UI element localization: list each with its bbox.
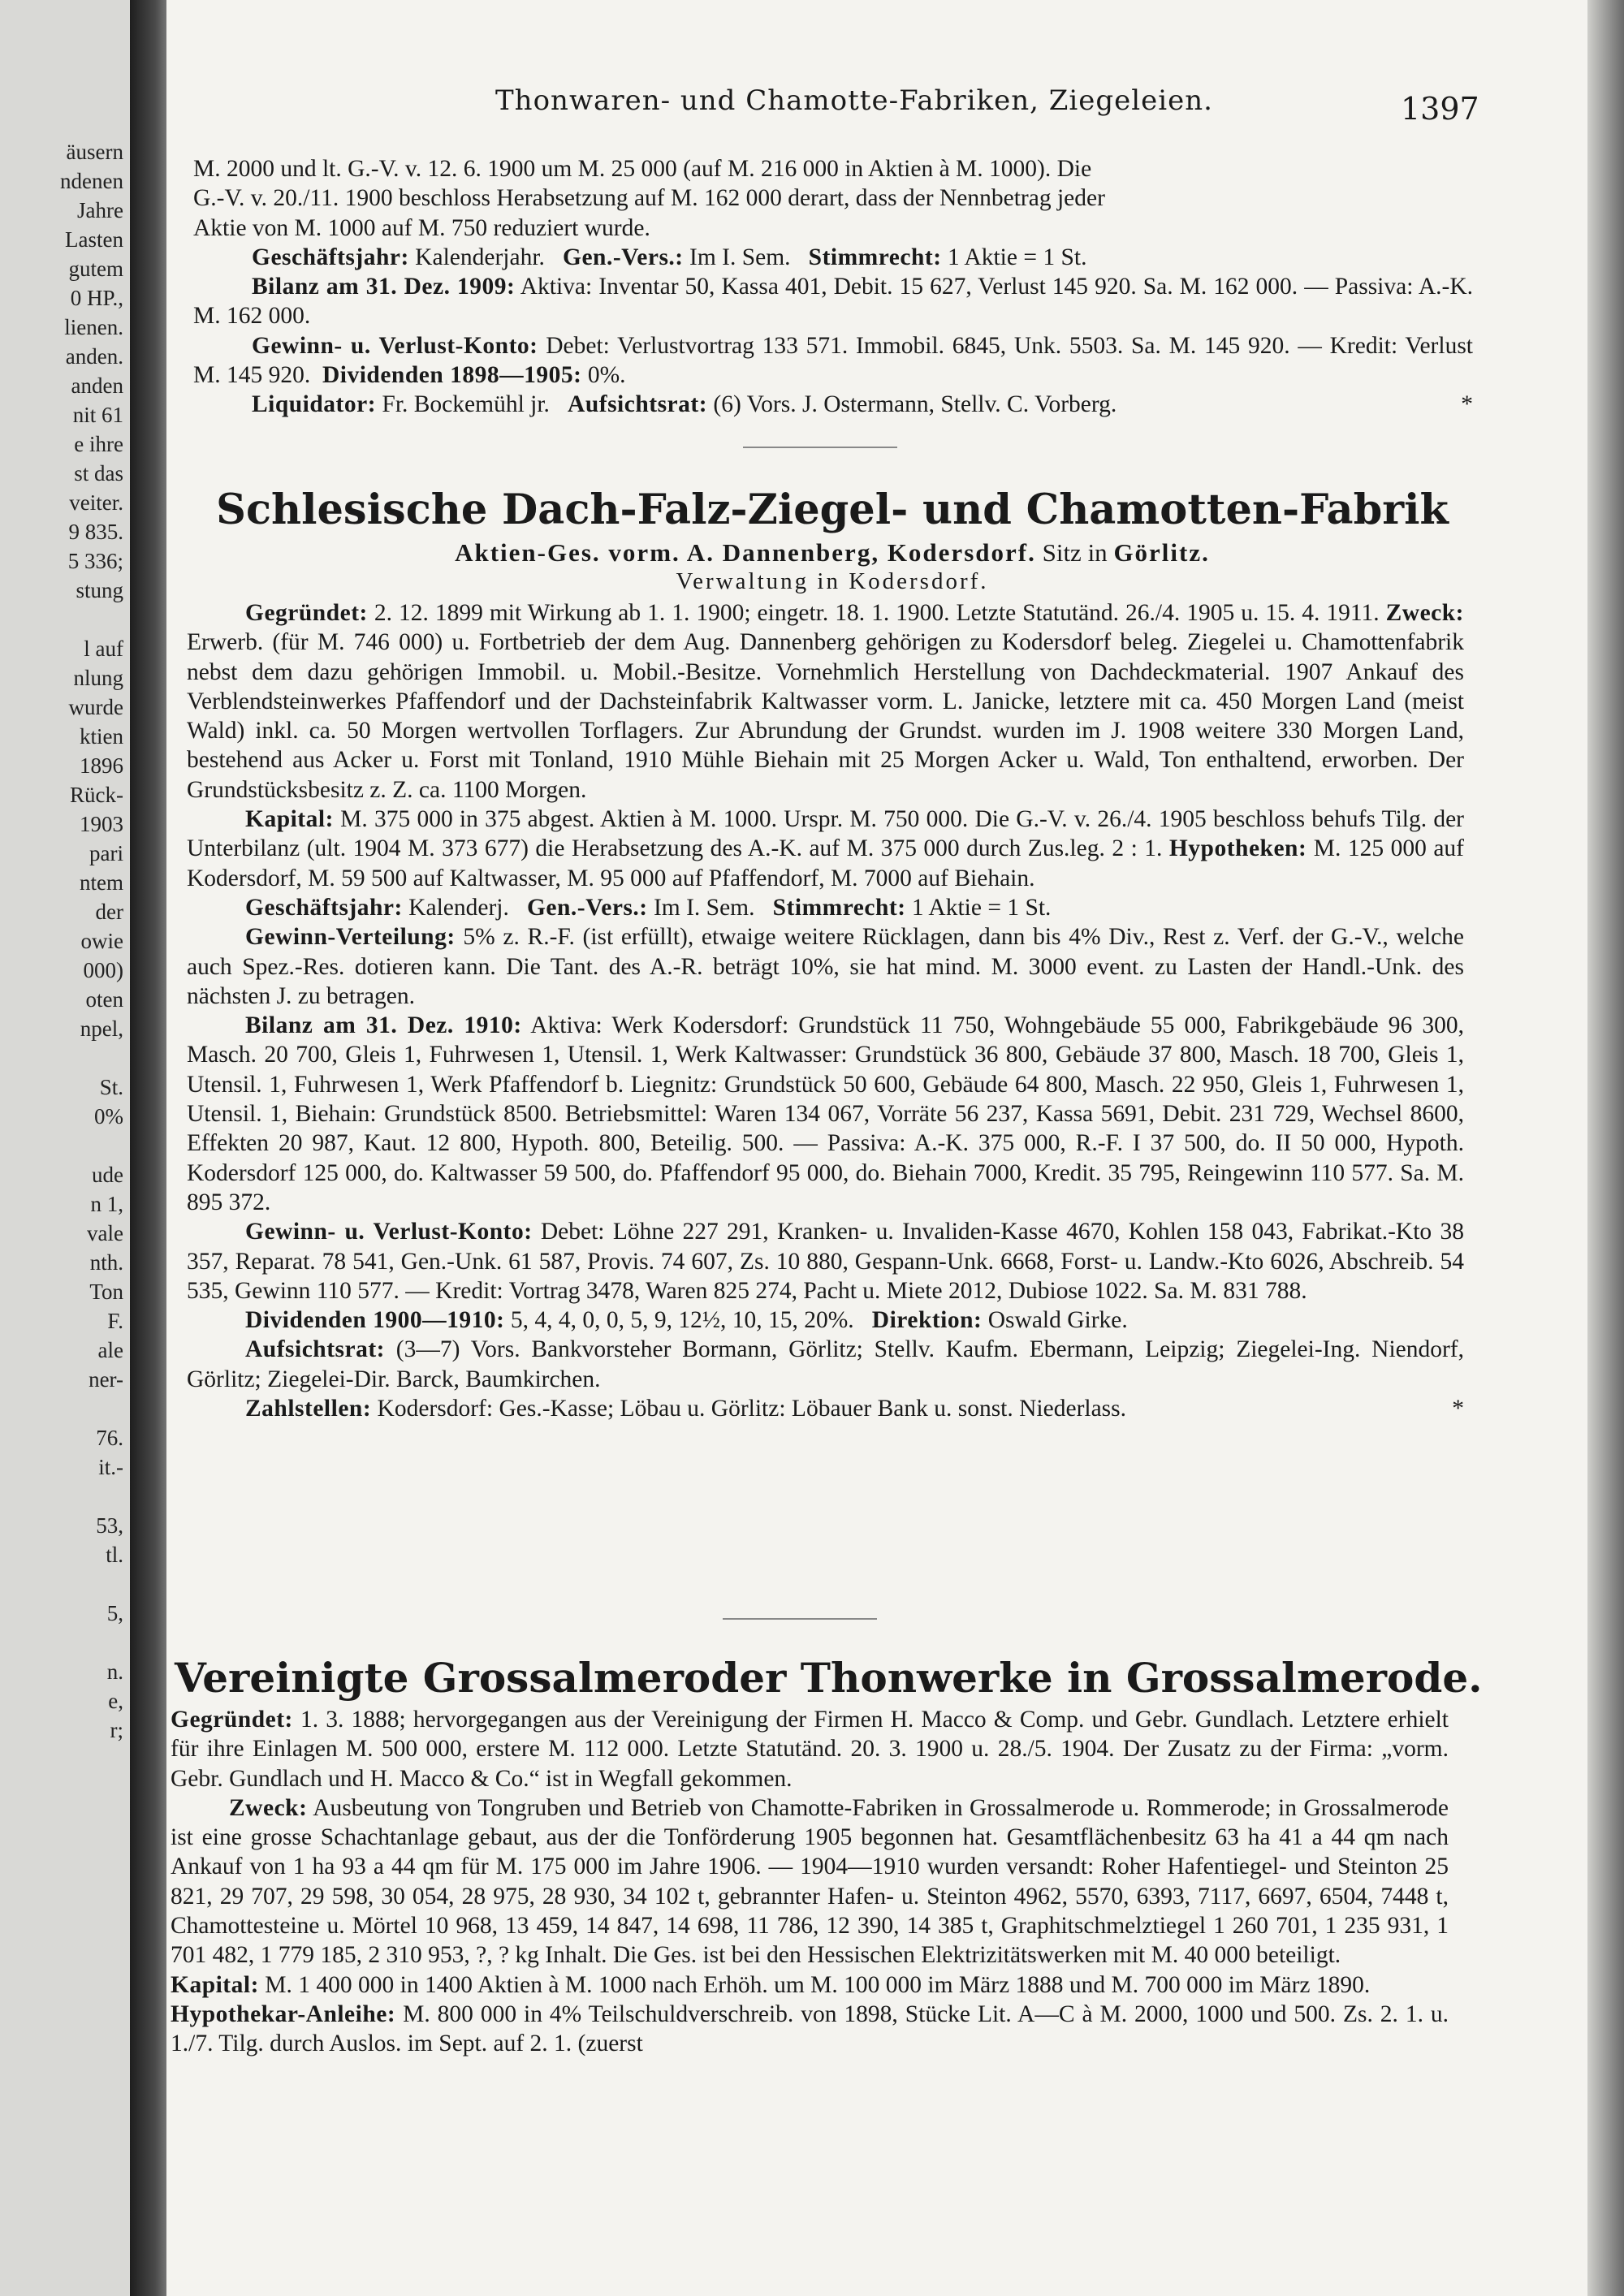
- left-page-edge: [0, 0, 130, 2296]
- left-page-fragment: nit 61: [72, 403, 123, 427]
- field-value: Aktiva: Inventar 50, Kassa 401, Debit. 15 627, Verlust 145 920. Sa. M. 162 000. — Passiva: A.-K. M. 162 000.: [193, 274, 1473, 330]
- field-value: M. 125 000 auf Kodersdorf, M. 59 500 auf Kaltwasser, M. 95 000 auf Pfaffendorf, M. 7000 auf Biehain.: [187, 835, 1464, 891]
- administration-line: Verwaltung in Kodersdorf.: [676, 568, 989, 594]
- footnote-star: *: [1452, 1396, 1464, 1422]
- field-value: M. 375 000 in 375 abgest. Aktien à M. 1000. Urspr. M. 750 000. Die G.-V. v. 26./4. 1905 beschloss behufs Tilg. der Unterbilanz (ult. 1904 M. 373 677) die Herabsetzung des A.-K. auf M. 375 000 durch Zus.leg. 2 : 1.: [187, 806, 1465, 862]
- field-label: Stimmrecht:: [808, 244, 942, 270]
- field-value: 5, 4, 4, 0, 0, 5, 9, 12½, 10, 15, 20%.: [510, 1307, 854, 1334]
- field-value: M. 1 400 000 in 1400 Aktien à M. 1000 nach Erhöh. um M. 100 000 im März 1888 und M. 700 000 im März 1890.: [265, 1971, 1371, 1998]
- field-value: Kalenderj.: [408, 894, 509, 921]
- field-label: Gewinn- u. Verlust-Konto:: [245, 1219, 533, 1245]
- field-label: Hypothekar-Anleihe:: [171, 2000, 396, 2027]
- left-page-fragment: 76.: [96, 1426, 123, 1450]
- left-page-fragment: der: [95, 900, 123, 924]
- left-page-fragment: 5 336;: [67, 549, 123, 573]
- left-page-fragment: npel,: [80, 1016, 123, 1041]
- left-page-fragment: veiter.: [69, 490, 123, 515]
- field-value: (6) Vors. J. Ostermann, Stellv. C. Vorberg.: [713, 391, 1117, 418]
- company-former-name: Aktien-Ges. vorm. A. Dannenberg, Kodersdorf.: [455, 538, 1036, 567]
- field-label: Liquidator:: [252, 391, 377, 418]
- company-title: Vereinigte Grossalmeroder Thonwerke in Grossalmerode.: [175, 1654, 1483, 1702]
- field-label: Stimmrecht:: [772, 894, 906, 921]
- left-page-fragment: gutem: [68, 257, 123, 281]
- left-page-fragment: ner-: [89, 1367, 123, 1392]
- text-line: G.-V. v. 20./11. 1900 beschloss Herabsetzung auf M. 162 000 derart, dass der Nennbetrag jeder: [193, 185, 1105, 212]
- section-body: [187, 598, 1464, 1423]
- left-page-fragment: Rück-: [70, 783, 123, 807]
- left-page-fragment: 5,: [106, 1601, 123, 1625]
- field-value: 1 Aktie = 1 St.: [947, 244, 1087, 270]
- page-edge-shadow: [1587, 0, 1624, 2296]
- footnote-star: *: [1461, 391, 1473, 418]
- section-continuation: [193, 154, 1473, 420]
- left-page-fragment: l auf: [84, 637, 123, 661]
- field-value: Fr. Bockemühl jr.: [382, 391, 550, 418]
- page-number: 1397: [1401, 91, 1479, 127]
- field-label: Zweck:: [229, 1794, 308, 1821]
- text-line: M. 2000 und lt. G.-V. v. 12. 6. 1900 um M. 25 000 (auf M. 216 000 in Aktien à M. 1000). Die: [193, 156, 1092, 182]
- field-value: 1 Aktie = 1 St.: [911, 894, 1052, 921]
- field-label: Gegründet:: [171, 1707, 293, 1733]
- left-page-fragment: wurde: [68, 695, 123, 719]
- field-value: M. 800 000 in 4% Teilschuldverschreib. von 1898, Stücke Lit. A—C à M. 2000, 1000 und 500. Zs. 2. 1. u. 1./7. Tilg. durch Auslos. im Sept. auf 2. 1. (zuerst: [171, 2000, 1449, 2057]
- field-label: Kapital:: [171, 1971, 259, 1998]
- field-value: Erwerb. (für M. 746 000) u. Fortbetrieb der dem Aug. Dannenberg gehörigen zu Kodersdorf beleg. Ziegelei u. Chamottenfabrik nebst dem dazu gehörigen Immobil. u. Mobil.-Besitze. Vornehmlich Herstellung von Dachdeckmaterial. 1907 Ankauf des Verblendsteinwerkes Pfaffendorf und der Dachsteinfabrik Kaltwasser vorm. L. Janicke, letztere mit ca. 450 Morgen Land (meist Wald) inkl. ca. 50 Morgen wertvollen Torflagers. Zur Abrundung der Grundst. wurden im J. 1908 weitere 330 Morgen Land, bestehend aus Acker u. Forst mit Tonland, 1910 Mühle Biehain mit 25 Morgen Acker u. Wald, Ton enthaltend, erworben. Der Grundstücksbesitz z. Z. ca. 1100 Morgen.: [187, 629, 1464, 803]
- field-label: Direktion:: [871, 1307, 983, 1334]
- left-page-fragment: 1903: [80, 812, 123, 836]
- field-label: Hypotheken:: [1168, 835, 1307, 862]
- seat-city: Görlitz.: [1113, 538, 1210, 567]
- field-value: Ausbeutung von Tongruben und Betrieb von Chamotte-Fabriken in Grossalmerode u. Rommerode; in Grossalmerode ist eine grosse Schachtanlage gebaut, aus der die Tonförderung 1905 begonnen hat. Gesamtflächenbesitz 63 ha 41 a 44 qm nach Ankauf von 1 ha 93 a 44 qm für M. 175 000 im Jahre 1906. — 1904—1910 wurden versandt: Roher Hafentiegel- und Steinton 25 821, 29 707, 29 598, 30 054, 28 975, 28 930, 34 102 t, gebrannter Hafen- u. Steinton 4962, 5570, 6393, 7117, 6697, 6504, 7448 t, Chamottesteine u. Mörtel 10 968, 13 459, 14 847, 14 698, 11 786, 12 390, 14 385 t, Graphitschmelztiegel 1 260 701, 1 235 931, 1 701 482, 1 779 185, 2 310 953, ?, ? kg Inhalt. Die Ges. ist bei den Hessischen Elektrizitätswerken mit M. 40 000 beteiligt.: [171, 1794, 1449, 1969]
- field-value: Oswald Girke.: [987, 1307, 1128, 1334]
- field-label: Geschäftsjahr:: [252, 244, 409, 270]
- left-page-fragment: 9 835.: [68, 520, 123, 544]
- divider: [723, 1618, 877, 1620]
- left-page-fragment: nlung: [73, 666, 123, 690]
- left-page-fragment: vale: [87, 1221, 123, 1245]
- field-label: Bilanz am 31. Dez. 1910:: [245, 1012, 522, 1039]
- left-page-fragment: 0 HP.,: [70, 286, 123, 310]
- left-page-fragment: st das: [74, 461, 123, 486]
- left-page-fragment: oten: [85, 987, 123, 1012]
- left-page-fragment: owie: [80, 929, 123, 953]
- left-page-fragment: Ton: [89, 1280, 123, 1304]
- field-label: Kapital:: [245, 806, 334, 833]
- left-page-fragment: anden: [71, 373, 123, 398]
- field-value: Im I. Sem.: [653, 894, 755, 921]
- field-label: Aufsichtsrat:: [568, 391, 708, 418]
- text-line: Aktie von M. 1000 auf M. 750 reduziert wurde.: [193, 214, 650, 241]
- field-value: Kodersdorf: Ges.-Kasse; Löbau u. Görlitz: Löbauer Bank u. sonst. Niederlass.: [377, 1396, 1127, 1422]
- field-label: Gegründet:: [245, 600, 368, 626]
- left-page-fragment: r;: [110, 1718, 123, 1742]
- left-page-fragment: ntem: [80, 870, 123, 895]
- field-label: Zahlstellen:: [245, 1396, 372, 1422]
- field-label: Dividenden 1900—1910:: [245, 1307, 505, 1334]
- field-value: 2. 12. 1899 mit Wirkung ab 1. 1. 1900; eingetr. 18. 1. 1900. Letzte Statutänd. 26./4. 1905 u. 15. 4. 1911.: [374, 600, 1380, 626]
- left-page-fragment: nth.: [89, 1250, 123, 1275]
- field-value: Debet: Löhne 227 291, Kranken- u. Invaliden-Kasse 4670, Kohlen 158 043, Fabrikat.-Kto 38 357, Reparat. 78 541, Gen.-Unk. 61 587, Provis. 74 607, Zs. 10 880, Gespann-Unk. 6668, Forst- u. Landw.-Kto 6026, Abschreib. 54 535, Gewinn 110 577. — Kredit: Vortrag 3478, Waren 825 274, Pacht u. Miete 2012, Dubiose 1022. Sa. M. 831 788.: [187, 1219, 1464, 1304]
- left-page-fragment: n 1,: [90, 1192, 123, 1216]
- divider: [743, 447, 897, 448]
- left-page-fragment: pari: [89, 841, 123, 865]
- left-page-fragment: tl.: [106, 1543, 123, 1567]
- left-page-fragment: 0%: [94, 1104, 123, 1129]
- field-value: Debet: Verlustvortrag 133 571. Immobil. 6845, Unk. 5503. Sa. M. 145 920. — Kredit: Verlust M. 145 920.: [193, 332, 1473, 389]
- left-page-fragment: e,: [108, 1689, 123, 1713]
- left-page-fragment: it.-: [98, 1455, 123, 1479]
- left-page-fragment: anden.: [65, 344, 123, 369]
- left-page-fragment: 000): [83, 958, 123, 982]
- seat-label: Sitz in: [1042, 538, 1108, 567]
- field-value: Kalenderjahr.: [415, 244, 545, 270]
- field-label: Gewinn- u. Verlust-Konto:: [252, 332, 538, 359]
- left-page-fragment: F.: [107, 1309, 123, 1333]
- section-body: [171, 1705, 1449, 2059]
- company-subtitle: [187, 538, 1478, 568]
- field-label: Bilanz am 31. Dez. 1909:: [252, 274, 516, 300]
- left-page-fragment: ndenen: [60, 169, 123, 193]
- field-label: Geschäftsjahr:: [245, 894, 403, 921]
- field-value: (3—7) Vors. Bankvorsteher Bormann, Görlitz; Stellv. Kaufm. Ebermann, Leipzig; Ziegelei-Ing. Niendorf, Görlitz; Ziegelei-Dir. Barck, Baumkirchen.: [187, 1336, 1465, 1392]
- left-page-fragment: Lasten: [65, 227, 123, 252]
- running-header: Thonwaren- und Chamotte-Fabriken, Ziegeleien.: [495, 84, 1213, 117]
- left-page-fragment: 53,: [96, 1513, 123, 1538]
- left-page-fragment: ude: [92, 1163, 123, 1187]
- left-page-fragment: e ihre: [74, 432, 123, 456]
- field-value: 1. 3. 1888; hervorgegangen aus der Vereinigung der Firmen H. Macco & Comp. und Gebr. Gundlach. Letztere erhielt für ihre Einlagen M. 500 000, erstere M. 112 000. Letzte Statutänd. 20. 3. 1900 u. 28./5. 1904. Der Zusatz zu der Firma: „vorm. Gebr. Gundlach und H. Macco & Co.“ ist in Wegfall gekommen.: [171, 1707, 1449, 1792]
- left-page-fragment: ale: [97, 1338, 123, 1362]
- field-label: Gewinn-Verteilung:: [245, 924, 456, 951]
- field-label: Dividenden 1898—1905:: [322, 362, 582, 389]
- field-value: 5% z. R.-F. (ist erfüllt), etwaige weitere Rücklagen, dann bis 4% Div., Rest z. Verf. der G.-V., welche auch Spez.-Res. dotieren kann. Die Tant. des A.-R. beträgt 10%, sie hat mind. M. 3000 event. zu Lasten der Handl.-Unk. des nächsten J. zu betragen.: [187, 924, 1465, 1009]
- left-page-fragment: stung: [76, 578, 123, 602]
- left-page-fragment: lienen.: [64, 315, 123, 339]
- left-page-fragment: n.: [106, 1659, 123, 1684]
- field-label: Zweck:: [1385, 600, 1465, 626]
- field-value: Im I. Sem.: [689, 244, 791, 270]
- field-label: Gen.-Vers.:: [563, 244, 684, 270]
- field-value: 0%.: [587, 362, 626, 389]
- company-title: Schlesische Dach-Falz-Ziegel- und Chamotten-Fabrik: [216, 486, 1449, 534]
- field-label: Gen.-Vers.:: [526, 894, 648, 921]
- left-page-fragment: 1896: [80, 753, 123, 778]
- field-value: Aktiva: Werk Kodersdorf: Grundstück 11 750, Wohngebäude 55 000, Fabrikgebäude 96 300, Masch. 20 700, Gleis 1, Fuhrwesen 1, Utensil. 1, Werk Kaltwasser: Grundstück 36 800, Gebäude 37 800, Masch. 18 700, Gleis 1, Utensil. 1, Fuhrwesen 1, Werk Pfaffendorf b. Liegnitz: Grundstück 50 600, Gebäude 64 800, Masch. 22 950, Gleis 1, Fuhrwesen 1, Utensil. 1, Biehain: Grundstück 8500. Betriebsmittel: Waren 134 067, Vorräte 56 237, Kassa 5691, Debit. 231 729, Wechsel 8600, Effekten 20 987, Kaut. 12 800, Hypoth. 800, Beteilig. 500. — Passiva: A.-K. 375 000, R.-F. I 37 500, do. II 50 000, Hypoth. Kodersdorf 125 000, do. Kaltwasser 59 500, do. Pfaffendorf 95 000, do. Biehain 7000, Kredit. 35 795, Reingewinn 110 577. Sa. M. 895 372.: [187, 1012, 1464, 1215]
- left-page-fragment: ktien: [80, 724, 123, 749]
- left-page-fragment: Jahre: [77, 198, 123, 222]
- left-page-fragment: äusern: [66, 140, 123, 164]
- field-label: Aufsichtsrat:: [245, 1336, 386, 1363]
- left-page-fragment: St.: [99, 1075, 123, 1099]
